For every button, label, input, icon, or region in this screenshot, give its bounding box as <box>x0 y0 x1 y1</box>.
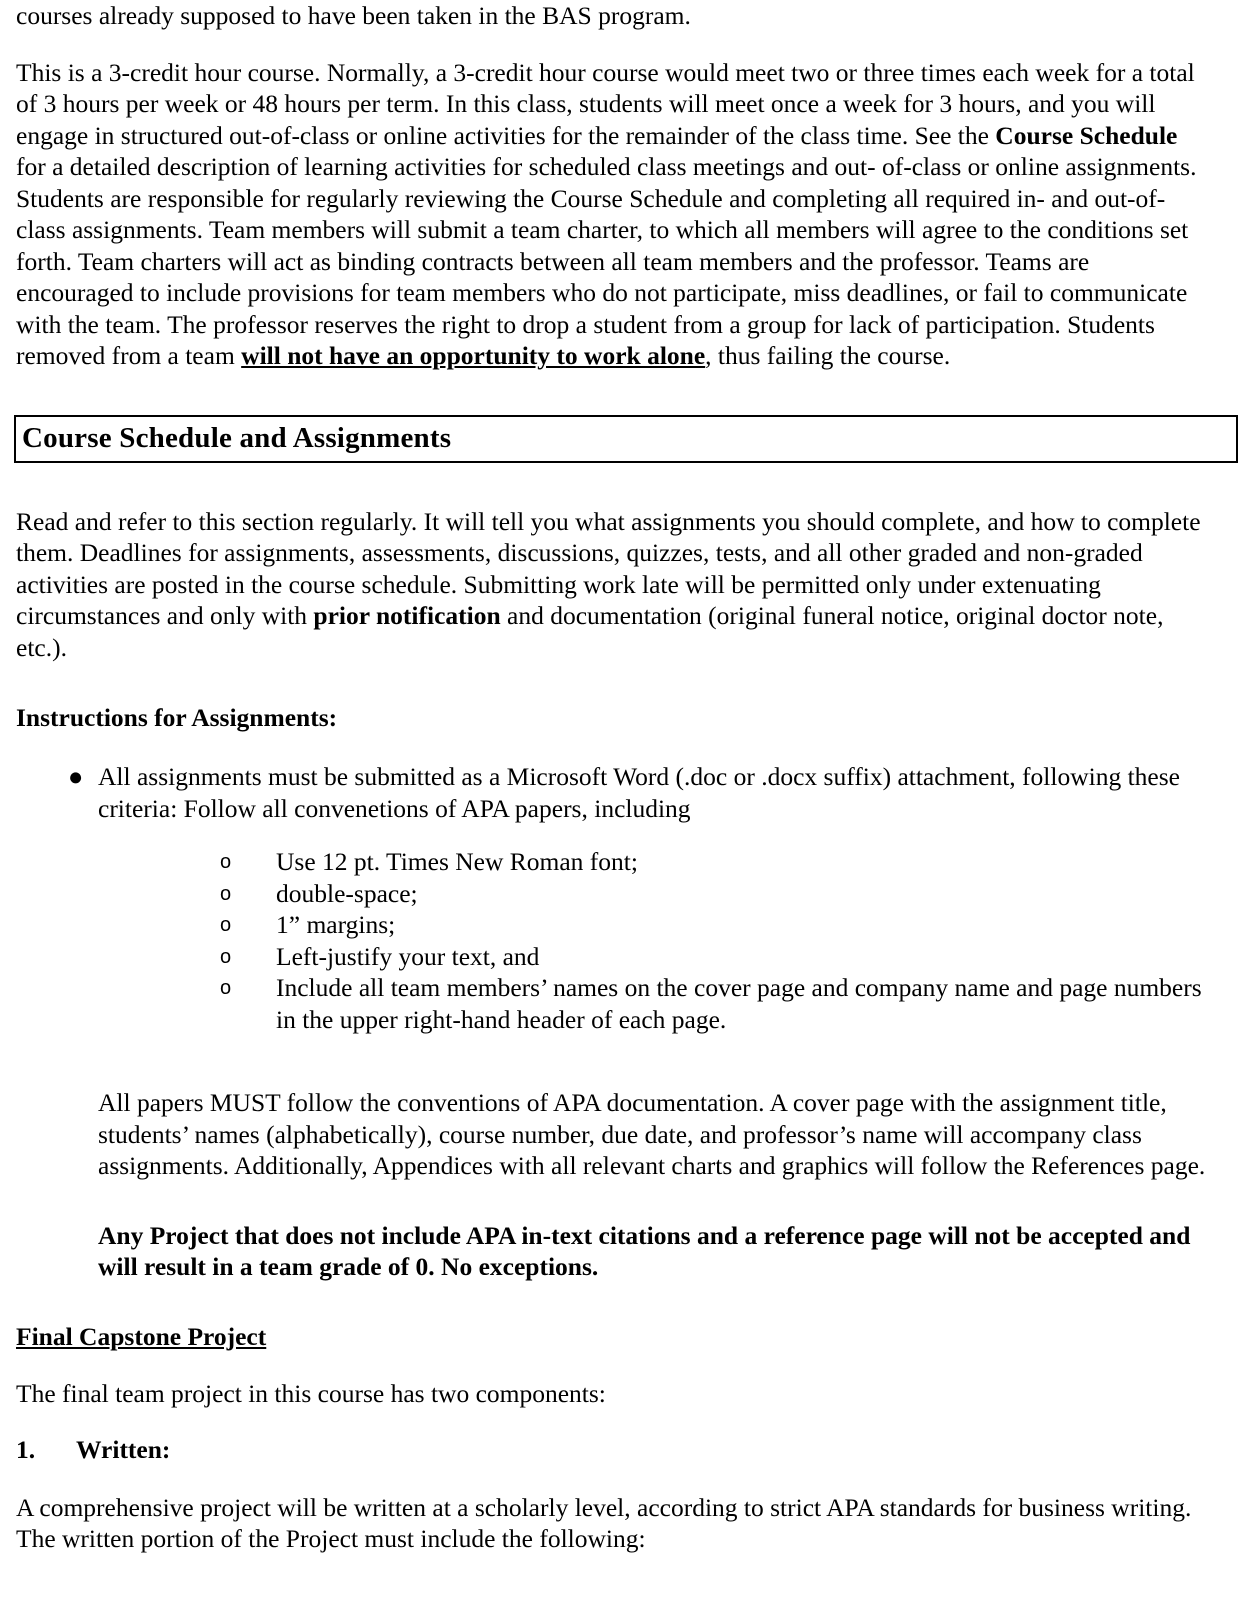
bullet-circle-icon: o <box>220 882 232 905</box>
credit-text-part-3: , thus failing the course. <box>705 341 951 370</box>
list-item <box>98 972 1212 1035</box>
credit-text-part-1: This is a 3-credit hour course. Normally, a 3-credit hour course would meet two or three times each week for a total of 3 hours per week or 48 hours per term. In this class, students will meet once a week for 3 hours, and you will engage in structured out-of-class or online activities for the remainder of the class time. See the <box>16 57 1195 150</box>
list-item <box>98 846 1212 878</box>
list-item <box>16 761 1212 1035</box>
spacer-before-instructions <box>16 688 1212 702</box>
course-schedule-bold-ref: Course Schedule <box>995 120 1178 150</box>
bullet-circle-icon: o <box>220 977 232 999</box>
heading-instructions-for-assignments: Instructions for Assignments: <box>16 703 338 732</box>
no-work-alone-emphasis: will not have an opportunity to work alone <box>241 341 706 370</box>
numbered-item-label: Written: <box>76 1435 171 1464</box>
list-item-label: double-space; <box>276 878 418 908</box>
read-text-part-1: Read and refer to this section regularly. It will tell you what assignments you should complete, and how to complete them. Deadlines for assignments, assessments, discussions, quizzes, tests, and all other graded and non-graded activities are posted in the course schedule. Submitting work late will be permitted only under extenuating circumstances and only with <box>16 506 1201 630</box>
paragraph-credit-hours <box>16 57 1212 372</box>
paragraph-two-components: The final team project in this course has two components: <box>16 1378 606 1408</box>
numbered-item-written <box>16 1434 1212 1466</box>
spacer-before-section-box <box>16 397 1212 415</box>
numbered-item-number: 1. <box>16 1435 36 1464</box>
credit-text-part-2: for a detailed description of learning activities for scheduled class meetings and out- of-class or online assignments. Students are responsible for regularly reviewing the Course Schedule and completing all required in- and out-of-class assignments. Team members will submit a team charter, to which all members will agree to the conditions set forth. Team charters will act as binding contracts between all team members and the professor. Teams are encouraged to include provisions for team members who do not participate, miss deadlines, or fail to communicate with the team. The professor reserves the right to drop a student from a group for lack of participation. Students removed from a team <box>16 152 1197 370</box>
list-item <box>98 878 1212 910</box>
list-item-label: 1” margins; <box>276 910 396 939</box>
spacer-before-apa-warning <box>16 1206 1212 1220</box>
spacer-after-section-box <box>16 463 1212 506</box>
bullet-dot-icon: ● <box>68 762 84 791</box>
list-item-label: Include all team members’ names on the cover page and company name and page numbers in the upper right-hand header of each page. <box>276 973 1202 1034</box>
read-text-part-2: and documentation (original funeral notice, original doctor note, etc.). <box>16 601 1164 662</box>
bullet-circle-icon: o <box>220 945 232 968</box>
spacer-before-capstone <box>16 1307 1212 1321</box>
list-item-label: Use 12 pt. Times New Roman font; <box>276 847 638 876</box>
section-heading-box <box>14 415 1238 463</box>
assignment-requirements-list <box>16 761 1212 1035</box>
prior-notification-bold: prior notification <box>313 601 501 630</box>
paragraph-read-and-refer <box>16 506 1212 664</box>
paragraph-intro-tail: courses already supposed to have been taken in the BAS program. <box>16 1 691 30</box>
bullet-circle-icon: o <box>220 851 232 873</box>
bullet-circle-icon: o <box>220 914 232 936</box>
section-heading-title: Course Schedule and Assignments <box>22 421 452 454</box>
list-item <box>98 941 1212 973</box>
list-item-label: Left-justify your text, and <box>276 941 540 971</box>
list-item <box>98 909 1212 941</box>
paragraph-apa-warning: Any Project that does not include APA in-text citations and a reference page will not be accepted and will result in a team grade of 0. No exceptions. <box>98 1220 1191 1281</box>
list-item-label: All assignments must be submitted as a Microsoft Word (.doc or .docx suffix) attachment, following these criteria: Follow all convenetions of APA papers, including <box>98 762 1180 823</box>
document-content <box>16 0 1212 1580</box>
paragraph-apa-conventions: All papers MUST follow the conventions of APA documentation. A cover page with the assignment title, students’ names (alphabetically), course number, due date, and professor’s name will accompany class assignments. Additionally, Appendices with all relevant charts and graphics will follow the References page. <box>98 1088 1206 1180</box>
heading-final-capstone-project: Final Capstone Project <box>16 1321 267 1351</box>
spacer-before-apa-paragraph <box>16 1061 1212 1087</box>
paragraph-written-body: A comprehensive project will be written at a scholarly level, according to strict APA standards for business writing. The written portion of the Project must include the following: <box>16 1492 1192 1553</box>
apa-criteria-sublist <box>98 846 1212 1035</box>
